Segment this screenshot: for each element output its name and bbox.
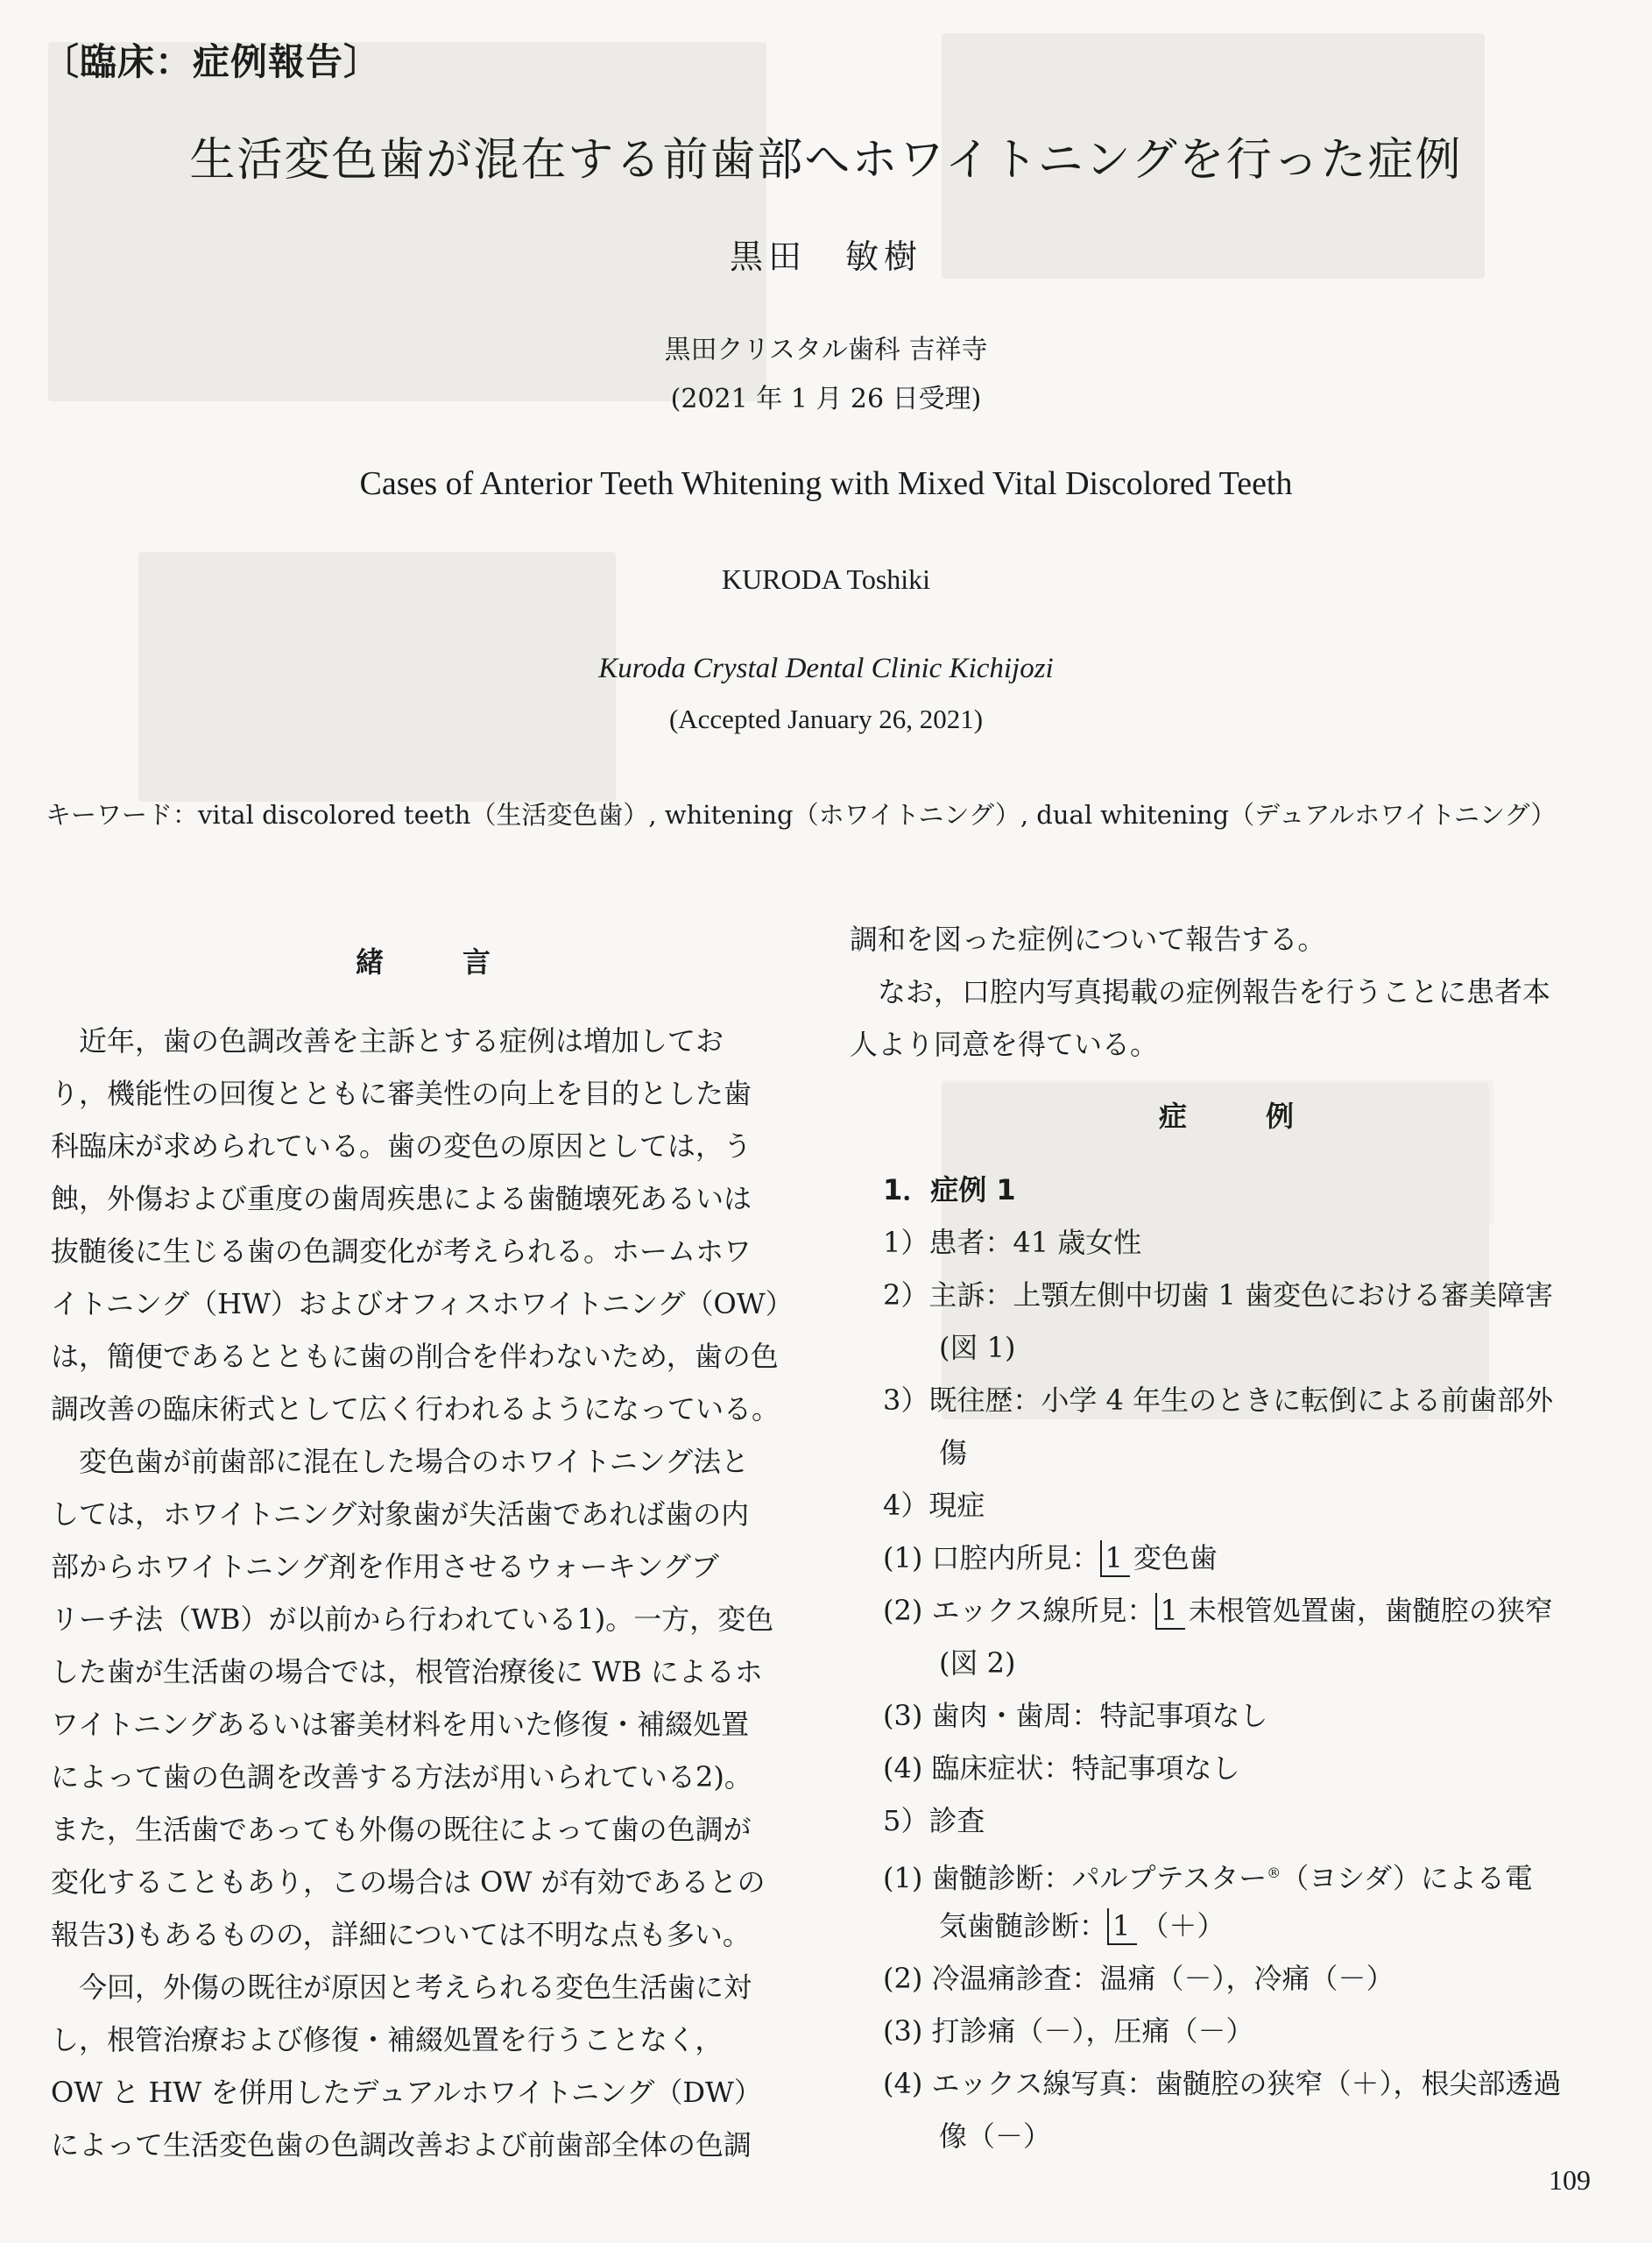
page-number: 109: [1549, 2164, 1591, 2196]
exam-xray-photo: (4) エックス線写真：歯髄腔の狭窄（＋），根尖部透過: [883, 2067, 1562, 2100]
body-line: 抜髄後に生じる歯の色調変化が考えられる。ホームホワ: [51, 1235, 752, 1268]
page-title-english: Cases of Anterior Teeth Whitening with Mixed Vital Discolored Teeth: [359, 465, 1293, 502]
body-line: し，根管治療および修復・補綴処置を行うことなく，: [51, 2023, 724, 2056]
tooth-notation: 1: [1100, 1540, 1130, 1577]
body-line: 人より同意を得ている。: [850, 1028, 1159, 1061]
body-line: 今回，外傷の既往が原因と考えられる変色生活歯に対: [51, 1971, 752, 2004]
left-column: [51, 929, 795, 2171]
body-line: 部からホワイトニング剤を作用させるウォーキングブ: [51, 1550, 719, 1583]
accepted-date-english: (Accepted January 26, 2021): [668, 704, 984, 734]
body-line: また，生活歯であっても外傷の既往によって歯の色調が: [51, 1813, 752, 1846]
body-line: リーチ法（WB）が以前から行われている1)。一方，変色: [51, 1603, 774, 1636]
exam-thermal: (2) 冷温痛診査：温痛（－），冷痛（－）: [883, 1962, 1394, 1995]
body-line: 報告3)もあるものの，詳細については不明な点も多い。: [51, 1918, 751, 1951]
finding-label: (2) エックス線所見：: [883, 1594, 1155, 1627]
case-item-history-cont: 傷: [939, 1436, 968, 1469]
exam-text: （ヨシダ）による電: [1281, 1861, 1533, 1895]
body-line: は，簡便であるとともに歯の削合を伴わないため，歯の色: [51, 1340, 779, 1373]
finding-label: (1) 口腔内所見：: [883, 1541, 1100, 1574]
body-line: 変化することもあり，この場合は OW が有効であるとの: [51, 1865, 766, 1899]
body-line: り，機能性の回復とともに審美性の向上を目的とした歯: [51, 1077, 752, 1110]
affiliation-english: Kuroda Crystal Dental Clinic Kichijozi: [598, 653, 1054, 684]
registered-mark: ®: [1267, 1864, 1281, 1881]
body-line: 調和を図った症例について報告する。: [850, 923, 1326, 956]
tooth-notation: 1: [1107, 1908, 1137, 1945]
received-date-japanese: (2021 年 1 月 26 日受理): [670, 384, 982, 414]
case-item-complaint: 2）主訴：上顎左側中切歯 1 歯変色における審美障害: [883, 1278, 1554, 1312]
body-line: によって歯の色調を改善する方法が用いられている2)。: [51, 1760, 752, 1794]
body-line: しては，ホワイトニング対象歯が失活歯であれば歯の内: [51, 1497, 750, 1531]
right-column: [850, 913, 1603, 2162]
article-category: 〔臨床：症例報告〕: [42, 40, 382, 83]
exam-pulp-cont: [850, 1900, 1603, 1952]
section-heading-case: 症例: [1158, 1100, 1373, 1133]
body-line: 変色歯が前歯部に混在した場合のホワイトニング法と: [51, 1445, 750, 1478]
section-heading-introduction: 緒言: [355, 945, 569, 979]
body-line: イトニング（HW）およびオフィスホワイトニング（OW）: [51, 1287, 794, 1320]
case-item-complaint-figure: (図 1): [939, 1331, 1016, 1364]
finding-xray-figure: (図 2): [939, 1646, 1016, 1680]
exam-value: （＋）: [1140, 1909, 1225, 1942]
body-line: ワイトニングあるいは審美材料を用いた修復・補綴処置: [51, 1708, 750, 1741]
body-line: 調改善の臨床術式として広く行われるようになっている。: [51, 1392, 780, 1426]
finding-intraoral: [850, 1532, 1603, 1584]
finding-value: 変色歯: [1133, 1541, 1218, 1574]
body-line: した歯が生活歯の場合では，根管治療後に WB によるホ: [51, 1655, 763, 1688]
finding-xray: [850, 1584, 1603, 1637]
case-item-history: 3）既往歴：小学 4 年生のときに転倒による前歯部外: [883, 1383, 1554, 1417]
body-line: によって生活変色歯の色調改善および前歯部全体の色調: [51, 2128, 752, 2162]
case-item-patient: 1）患者：41 歳女性: [883, 1226, 1142, 1259]
body-line: なお，口腔内写真掲載の症例報告を行うことに患者本: [850, 975, 1551, 1008]
case-item-exam: 5）診査: [883, 1804, 985, 1837]
exam-label: (1) 歯髄診断：パルプテスター: [883, 1861, 1267, 1895]
exam-text: 気歯髄診断：: [939, 1909, 1108, 1942]
exam-xray-photo-cont: 像（－）: [939, 2119, 1052, 2153]
body-line: OW と HW を併用したデュアルホワイトニング（DW）: [51, 2076, 762, 2109]
case-item-present: 4）現症: [883, 1489, 985, 1522]
finding-gingiva: (3) 歯肉・歯周：特記事項なし: [883, 1699, 1268, 1732]
affiliation-japanese: 黒田クリスタル歯科 吉祥寺: [664, 335, 988, 365]
tooth-notation: 1: [1155, 1593, 1185, 1630]
author-english: KURODA Toshiki: [721, 563, 931, 595]
body-line: 蝕，外傷および重度の歯周疾患による歯髄壊死あるいは: [51, 1182, 752, 1215]
keywords-line: キーワード：vital discolored teeth（生活変色歯）, whitening（ホワイトニング）, dual whitening（デュアルホワイトニング）: [46, 800, 1557, 830]
author-japanese: 黒田 敏樹: [729, 237, 922, 276]
finding-clinical: (4) 臨床症状：特記事項なし: [883, 1751, 1240, 1785]
body-line: 科臨床が求められている。歯の変色の原因としては，う: [51, 1129, 752, 1163]
finding-value: 未根管処置歯，歯髄腔の狭窄: [1188, 1594, 1553, 1627]
page-title-japanese: 生活変色歯が混在する前歯部へホワイトニングを行った症例: [189, 134, 1463, 187]
case-subheading: 1．症例 1: [883, 1173, 1016, 1206]
exam-pulp: [850, 1847, 1603, 1900]
body-line: 近年，歯の色調改善を主訴とする症例は増加してお: [51, 1024, 724, 1058]
exam-percussion: (3) 打診痛（－），圧痛（－）: [883, 2014, 1254, 2048]
